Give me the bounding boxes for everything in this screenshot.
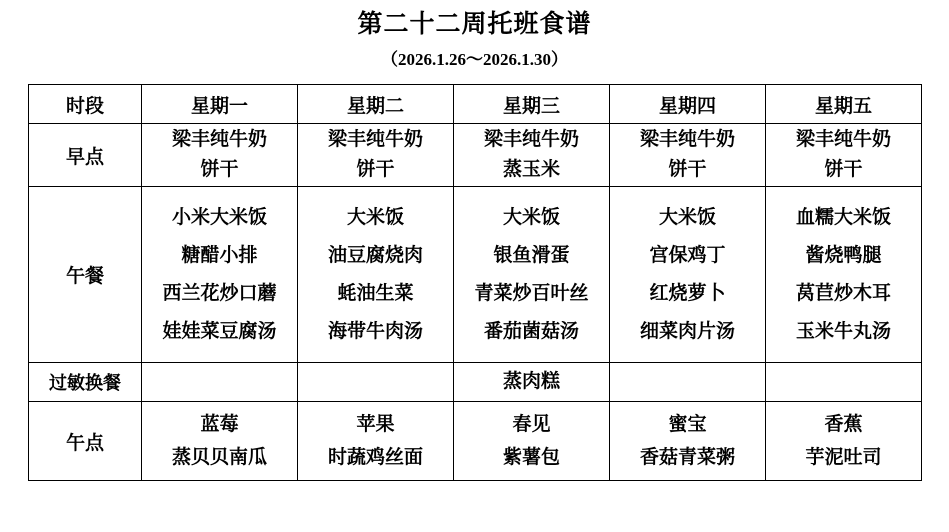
- menu-item: 梁丰纯牛奶: [795, 129, 891, 150]
- menu-item: 糖醋小排: [181, 244, 258, 266]
- table-row: [29, 363, 922, 402]
- cell-snack-friday: [766, 402, 922, 481]
- menu-item: 芋泥吐司: [805, 447, 882, 468]
- menu-item: 红烧萝卜: [649, 282, 726, 304]
- cell-lunch-wednesday: [454, 187, 610, 363]
- table-row: [29, 402, 922, 481]
- weekly-menu-table: [28, 84, 922, 481]
- menu-item: 蜜宝: [668, 414, 707, 435]
- row-label-lunch: 午餐: [29, 187, 142, 363]
- menu-item: 梁丰纯牛奶: [483, 129, 579, 150]
- cell-snack-monday: [142, 402, 298, 481]
- menu-item: 娃娃菜豆腐汤: [162, 320, 277, 342]
- menu-item: 时蔬鸡丝面: [327, 447, 423, 468]
- header-cell-tuesday: 星期二: [298, 85, 454, 124]
- cell-snack-thursday: [610, 402, 766, 481]
- cell-snack-wednesday: [454, 402, 610, 481]
- page-title: 第二十二周托班食谱: [357, 11, 592, 38]
- menu-item: 玉米牛丸汤: [795, 320, 891, 342]
- menu-item: 梁丰纯牛奶: [171, 129, 267, 150]
- cell-breakfast-wednesday: [454, 124, 610, 187]
- cell-breakfast-friday: [766, 124, 922, 187]
- header-cell-time: 时段: [29, 85, 142, 124]
- table-header-row: [29, 85, 922, 124]
- menu-item: 蓝莓: [200, 414, 239, 435]
- menu-item: 香蕉: [824, 414, 863, 435]
- header-cell-friday: 星期五: [766, 85, 922, 124]
- menu-item: 饼干: [824, 159, 863, 180]
- menu-item: 细菜肉片汤: [639, 320, 735, 342]
- menu-item: 宫保鸡丁: [649, 244, 726, 266]
- menu-item: 蒸玉米: [502, 159, 560, 180]
- menu-item: 大米饭: [502, 206, 560, 228]
- table-row: [29, 124, 922, 187]
- cell-breakfast-monday: [142, 124, 298, 187]
- menu-page: [0, 8, 949, 532]
- cell-breakfast-thursday: [610, 124, 766, 187]
- menu-item: 苹果: [356, 414, 395, 435]
- menu-item: 青菜炒百叶丝: [474, 282, 589, 304]
- row-label-breakfast: 早点: [29, 124, 142, 187]
- menu-item: 大米饭: [346, 206, 404, 228]
- menu-item: 莴苣炒木耳: [795, 282, 891, 304]
- menu-item: 蒸贝贝南瓜: [171, 447, 267, 468]
- menu-item: 蒸肉糕: [502, 371, 560, 392]
- menu-item: 饼干: [200, 159, 239, 180]
- cell-lunch-monday: [142, 187, 298, 363]
- row-label-afternoon-snack: 午点: [29, 402, 142, 481]
- cell-lunch-friday: [766, 187, 922, 363]
- header-cell-wednesday: 星期三: [454, 85, 610, 124]
- cell-allergy-friday: [766, 363, 922, 402]
- menu-item: 番茄菌菇汤: [483, 320, 579, 342]
- cell-snack-tuesday: [298, 402, 454, 481]
- menu-item: 紫薯包: [502, 447, 560, 468]
- menu-item: 银鱼滑蛋: [493, 244, 570, 266]
- menu-item: 饼干: [668, 159, 707, 180]
- cell-allergy-wednesday: [454, 363, 610, 402]
- menu-item: 酱烧鸭腿: [805, 244, 882, 266]
- cell-breakfast-tuesday: [298, 124, 454, 187]
- row-label-allergy-substitute: 过敏换餐: [29, 363, 142, 402]
- menu-item: 梁丰纯牛奶: [327, 129, 423, 150]
- header-cell-monday: 星期一: [142, 85, 298, 124]
- menu-item: 春见: [512, 414, 551, 435]
- page-subtitle: （2026.1.26～2026.1.30）: [381, 50, 568, 69]
- menu-item: 血糯大米饭: [795, 206, 891, 228]
- menu-item: 香菇青菜粥: [639, 447, 735, 468]
- header-cell-thursday: 星期四: [610, 85, 766, 124]
- cell-allergy-tuesday: [298, 363, 454, 402]
- menu-item: 蚝油生菜: [337, 282, 414, 304]
- cell-lunch-thursday: [610, 187, 766, 363]
- menu-item: 小米大米饭: [171, 206, 267, 228]
- menu-item: 梁丰纯牛奶: [639, 129, 735, 150]
- menu-item: 油豆腐烧肉: [327, 244, 423, 266]
- menu-item: 海带牛肉汤: [327, 320, 423, 342]
- menu-item: 大米饭: [658, 206, 716, 228]
- menu-item: 西兰花炒口蘑: [162, 282, 277, 304]
- menu-item: 饼干: [356, 159, 395, 180]
- cell-allergy-thursday: [610, 363, 766, 402]
- cell-allergy-monday: [142, 363, 298, 402]
- table-row: [29, 187, 922, 363]
- cell-lunch-tuesday: [298, 187, 454, 363]
